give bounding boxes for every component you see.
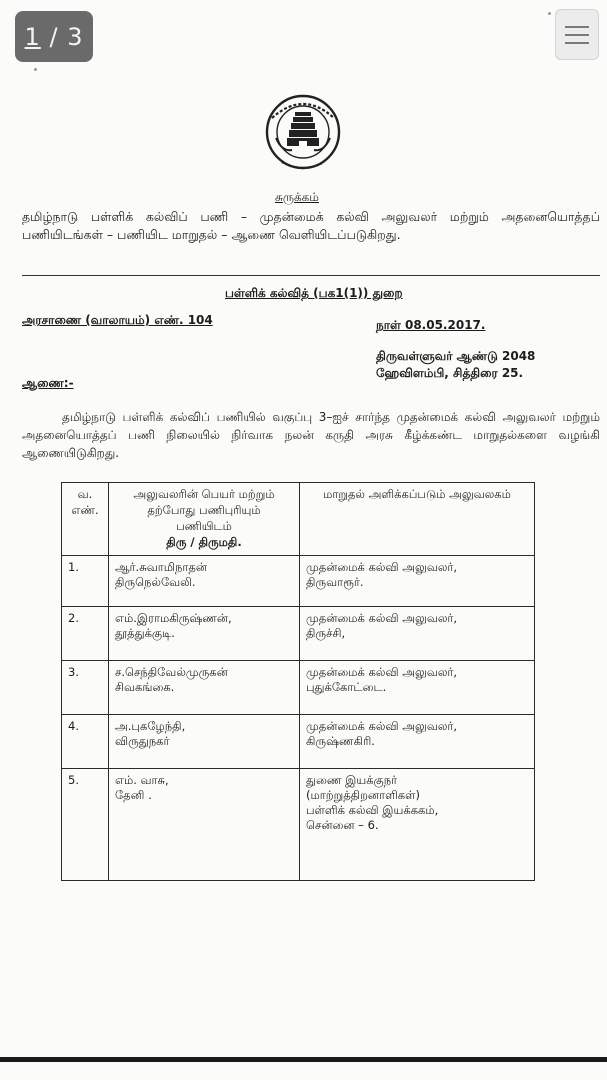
cell-posting: முதன்மைக் கல்வி அலுவலர், திருவாரூர். — [300, 556, 535, 607]
page-bottom-edge — [0, 1057, 607, 1062]
transfer-table — [61, 482, 535, 881]
cell-sno: 4. — [62, 715, 109, 769]
cell-sno: 1. — [62, 556, 109, 607]
cell-posting: முதன்மைக் கல்வி அலுவலர், திருச்சி, — [300, 607, 535, 661]
divider-line — [22, 275, 600, 276]
table-row — [62, 661, 535, 715]
cell-posting: முதன்மைக் கல்வி அலுவலர், கிருஷ்ணகிரி. — [300, 715, 535, 769]
cell-name: அ.புகழேந்தி, விருதுநகர் — [109, 715, 300, 769]
tamil-month: ஹேவிளம்பி, சித்திரை 25. — [376, 366, 524, 380]
cell-sno: 5. — [62, 769, 109, 881]
hamburger-menu-icon[interactable] — [555, 9, 599, 60]
table-row — [62, 556, 535, 607]
page-counter — [15, 11, 93, 62]
column-header-name: அலுவலரின் பெயர் மற்றும் தற்போது பணிபுரியும் பணியிடம் திரு / திருமதி. — [109, 483, 300, 556]
table-row — [62, 607, 535, 661]
table-row — [62, 715, 535, 769]
column-header-sno: வ. எண். — [62, 483, 109, 556]
cell-name: ஆர்.சுவாமிநாதன் திருநெல்வேலி. — [109, 556, 300, 607]
page-total: 3 — [67, 22, 84, 51]
cell-sno: 2. — [62, 607, 109, 661]
department-heading: பள்ளிக் கல்வித் (பக1(1)) துறை — [225, 286, 403, 300]
cell-sno: 3. — [62, 661, 109, 715]
tamil-nadu-emblem-icon — [262, 94, 344, 174]
cell-name: எம்.இராமகிருஷ்ணன், தூத்துக்குடி. — [109, 607, 300, 661]
go-number: அரசாணை (வாலாயம்) எண். 104 — [22, 313, 213, 327]
cell-posting: முதன்மைக் கல்வி அலுவலர், புதுக்கோட்டை. — [300, 661, 535, 715]
tamil-year: திருவள்ளுவர் ஆண்டு 2048 — [376, 349, 536, 363]
table-row — [62, 769, 535, 881]
summary-body: தமிழ்நாடு பள்ளிக் கல்விப் பணி – முதன்மைக் கல்வி அலுவலர் மற்றும் அதனையொத்தப் பணியிடங்கள் – பணியிட மாறுதல் – ஆணை வெளியிடப்படுகிறது. — [22, 209, 600, 242]
order-body: தமிழ்நாடு பள்ளிக் கல்விப் பணியில் வகுப்பு 3–ஐச் சார்ந்த முதன்மைக் கல்வி அலுவலர் மற்றும் அதனையொத்தப் பணி நிலையில் நிர்வாக நலன் கருதி அரசு கீழ்க்கண்ட மாறுதல்களை வழங்கி ஆணையிடுகிறது. — [22, 410, 600, 460]
column-header-posting: மாறுதல் அளிக்கப்படும் அலுவலகம் — [300, 483, 535, 556]
order-date: நாள் 08.05.2017. — [376, 318, 486, 332]
table-header-row — [62, 483, 535, 556]
cell-posting: துணை இயக்குநர் (மாற்றுத்திறனாளிகள்) பள்ளிக் கல்வி இயக்ககம், சென்னை – 6. — [300, 769, 535, 881]
page-separator: / — [49, 22, 59, 51]
page-current: 1 — [24, 22, 41, 51]
order-heading: ஆணை:- — [22, 376, 74, 390]
summary-heading: சுருக்கம் — [275, 190, 319, 204]
cell-name: ச.செந்திவேல்முருகன் சிவகங்கை. — [109, 661, 300, 715]
cell-name: எம். வாசு, தேனி . — [109, 769, 300, 881]
